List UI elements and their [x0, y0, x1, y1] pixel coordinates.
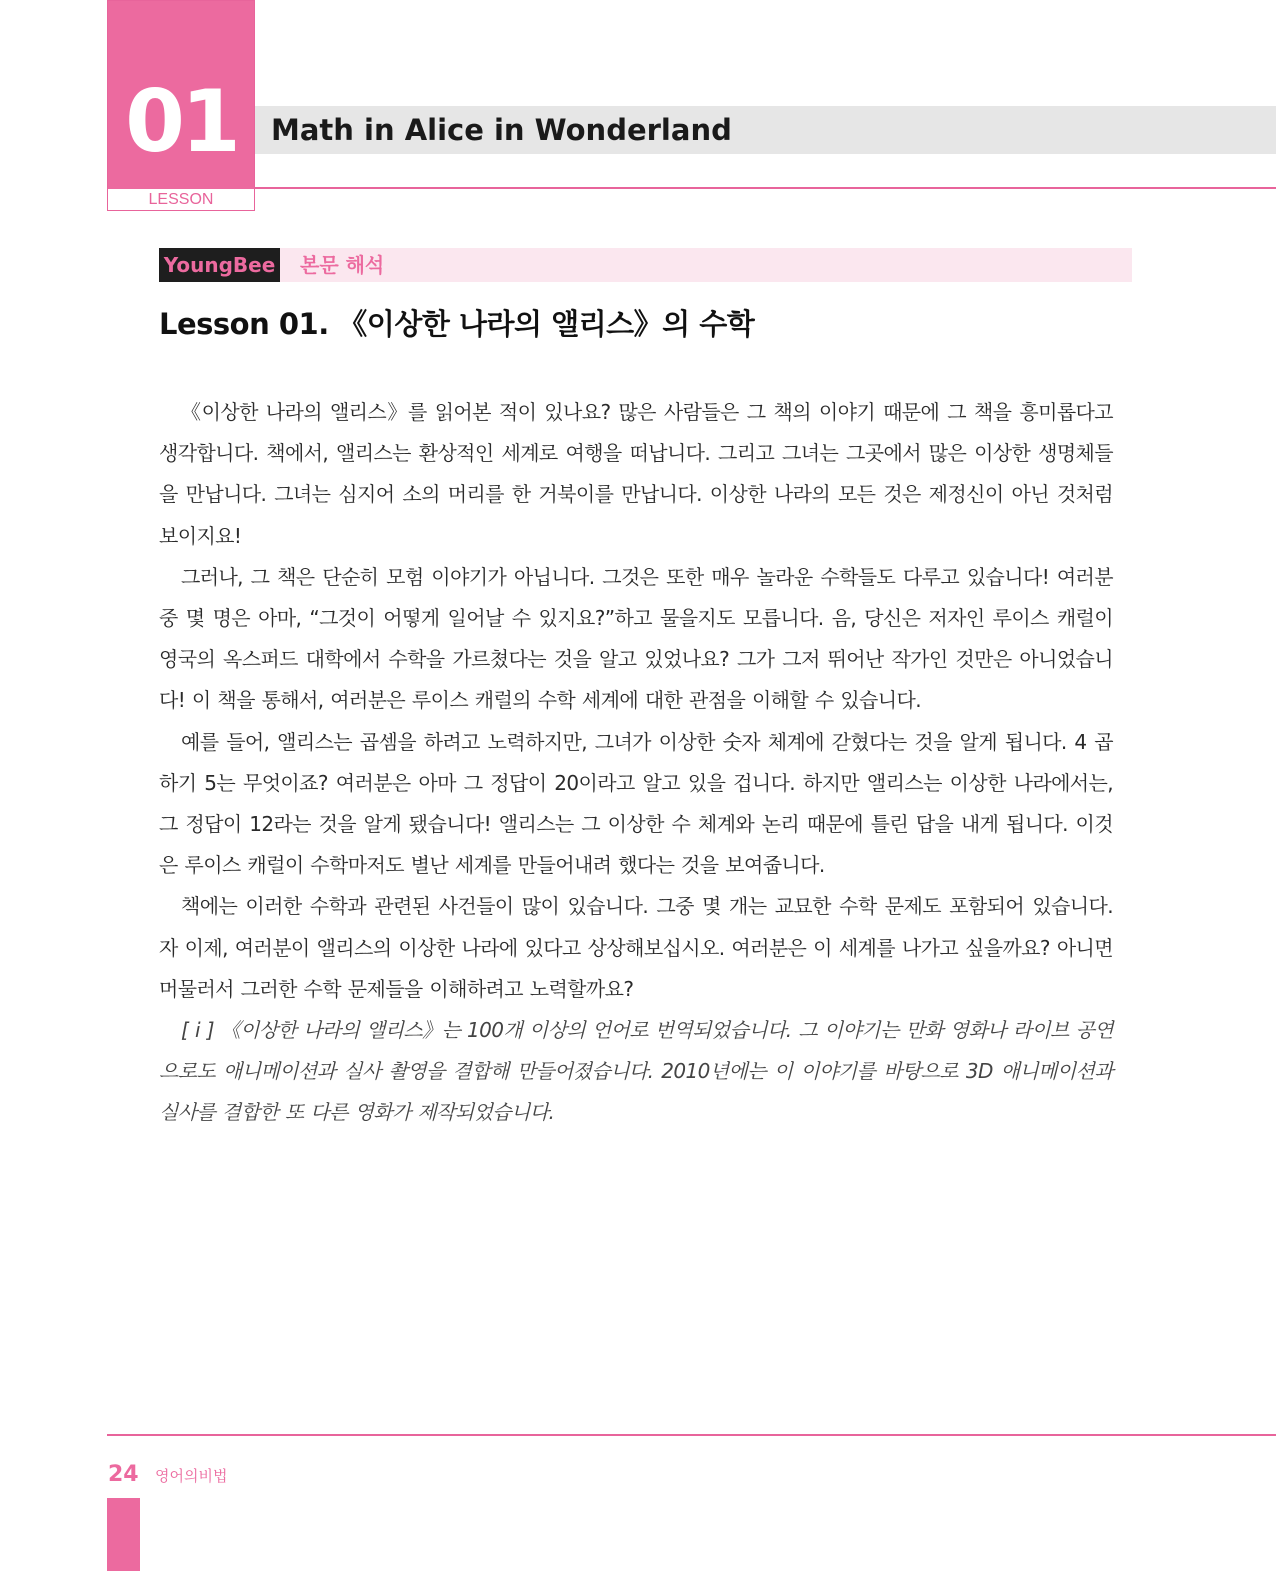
paragraph-3: 예를 들어, 앨리스는 곱셈을 하려고 노력하지만, 그녀가 이상한 숫자 체계에 갇혔다는 것을 알게 됩니다. 4 곱하기 5는 무엇이죠? 여러분은 아마 그 정답이 20이라고 알고 있을 겁니다. 하지만 앨리스는 이상한 나라에서는, 그 정답이 12라는 것을 알게 됐습니다! 앨리스는 그 이상한 수 체계와 논리 때문에 틀린 답을 내게 됩니다. 이것은 루이스 캐럴이 수학마저도 별난 세계를 만들어내려 했다는 것을 보여줍니다.: [159, 729, 1113, 878]
lesson-badge: [107, 0, 255, 211]
page-heading: Lesson 01. 《이상한 나라의 앨리스》의 수학: [159, 307, 755, 341]
page-number: 24: [108, 1462, 139, 1487]
footer-divider: [107, 1434, 1276, 1436]
section-band: [280, 248, 1132, 282]
lesson-label: LESSON: [148, 191, 214, 208]
paragraph-4: 책에는 이러한 수학과 관련된 사건들이 많이 있습니다. 그중 몇 개는 교묘한 수학 문제도 포함되어 있습니다. 자 이제, 여러분이 앨리스의 이상한 나라에 있다고 상상해보십시오. 여러분은 이 세계를 나가고 싶을까요? 아니면 머물러서 그러한 수학 문제들을 이해하려고 노력할까요?: [159, 894, 1113, 1001]
section-label: 본문 해석: [300, 253, 385, 277]
body-text: [159, 392, 1113, 1134]
paragraph-1: 《이상한 나라의 앨리스》를 읽어본 적이 있나요? 많은 사람들은 그 책의 이야기 때문에 그 책을 흥미롭다고 생각합니다. 책에서, 앨리스는 환상적인 세계로 여행을 떠납니다. 그리고 그녀는 그곳에서 많은 이상한 생명체들을 만납니다. 그녀는 심지어 소의 머리를 한 거북이를 만납니다. 이상한 나라의 모든 것은 제정신이 아닌 것처럼 보이지요!: [159, 400, 1113, 548]
book-name: 영어의비법: [155, 1467, 228, 1485]
footer-tab: [107, 1498, 140, 1571]
lesson-title-band: [255, 106, 1276, 154]
title-divider: [255, 187, 1276, 189]
lesson-number: 01: [125, 72, 237, 172]
lesson-title: Math in Alice in Wonderland: [271, 113, 732, 147]
info-note: [ i ] 《이상한 나라의 앨리스》는 100개 이상의 언어로 번역되었습니다. 그 이야기는 만화 영화나 라이브 공연으로도 애니메이션과 실사 촬영을 결합해 만들어졌습니다. 2010년에는 이 이야기를 바탕으로 3D 애니메이션과 실사를 결합한 또 다른 영화가 제작되었습니다.: [159, 1018, 1113, 1125]
section-tag: YoungBee: [159, 248, 280, 282]
paragraph-2: 그러나, 그 책은 단순히 모험 이야기가 아닙니다. 그것은 또한 매우 놀라운 수학들도 다루고 있습니다! 여러분 중 몇 명은 아마, “그것이 어떻게 일어날 수 있지요?”하고 물을지도 모릅니다. 음, 당신은 저자인 루이스 캐럴이 영국의 옥스퍼드 대학에서 수학을 가르쳤다는 것을 알고 있었나요? 그가 그저 뛰어난 작가인 것만은 아니었습니다! 이 책을 통해서, 여러분은 루이스 캐럴의 수학 세계에 대한 관점을 이해할 수 있습니다.: [159, 564, 1113, 713]
